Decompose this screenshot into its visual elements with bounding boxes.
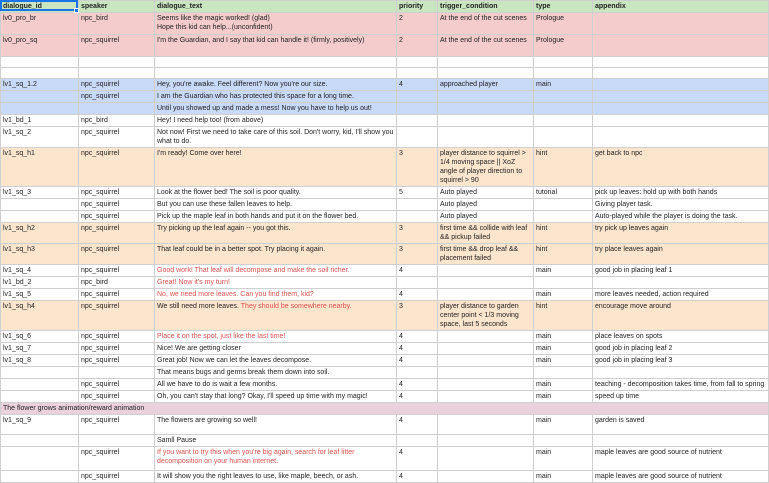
dialogue-text-cell[interactable]: That leaf could be in a better spot. Try placing it again.	[155, 244, 397, 265]
type-cell[interactable]: main	[534, 379, 593, 391]
speaker-cell[interactable]: npc_squirrel	[79, 91, 155, 103]
table-row	[1, 403, 769, 415]
trigger-condition-cell[interactable]: At the end of the cut scenes	[438, 13, 534, 35]
dialogue-text-cell[interactable]	[155, 13, 397, 35]
appendix-cell[interactable]: pick up leaves: hold up with both hands	[593, 187, 769, 199]
priority-cell[interactable]	[397, 103, 438, 115]
dialogue-id-cell[interactable]: lv1_sq_h4	[1, 301, 79, 331]
trigger-condition-cell[interactable]: first time && drop leaf && placement failed	[438, 244, 534, 265]
table-row	[1, 435, 769, 447]
appendix-cell[interactable]: Auto-played while the player is doing the task.	[593, 211, 769, 223]
speaker-cell[interactable]: npc_squirrel	[79, 211, 155, 223]
dialogue-text-cell[interactable]: Look at the flower bed! The soil is poor quality.	[155, 187, 397, 199]
speaker-cell[interactable]: npc_squirrel	[79, 471, 155, 483]
priority-cell[interactable]: 3	[397, 148, 438, 187]
appendix-cell[interactable]: place leaves on spots	[593, 331, 769, 343]
appendix-cell[interactable]: encourage move around	[593, 301, 769, 331]
dialogue-text-cell[interactable]: No, we need more leaves. Can you find them, kid?	[155, 289, 397, 301]
speaker-cell[interactable]: npc_squirrel	[79, 391, 155, 403]
type-cell[interactable]: main	[534, 391, 593, 403]
type-cell[interactable]	[534, 367, 593, 379]
dialogue-text-cell[interactable]: But you can use these fallen leaves to help.	[155, 199, 397, 211]
type-cell[interactable]: tutorial	[534, 187, 593, 199]
speaker-cell[interactable]: npc_squirrel	[79, 223, 155, 244]
table-row	[1, 79, 769, 91]
type-cell[interactable]: hint	[534, 301, 593, 331]
table-row	[1, 265, 769, 277]
dialogue-text-cell[interactable]: Hey, you're awake. Feel different? Now you're our size.	[155, 79, 397, 91]
dialogue-text-cell[interactable]: Oh, you can't stay that long? Okay, I'll speed up time with my magic!	[155, 391, 397, 403]
dialogue-id-cell[interactable]	[1, 471, 79, 483]
speaker-cell[interactable]: npc_squirrel	[79, 343, 155, 355]
appendix-cell[interactable]: maple leaves are good source of nutrient	[593, 471, 769, 483]
type-cell[interactable]: hint	[534, 223, 593, 244]
table-row	[1, 367, 769, 379]
appendix-cell[interactable]	[593, 35, 769, 57]
dialogue-id-cell[interactable]: lv0_pro_sq	[1, 35, 79, 57]
priority-cell[interactable]: 4	[397, 447, 438, 471]
dialogue-text-cell[interactable]: I'm ready! Come over here!	[155, 148, 397, 187]
dialogue-id-cell[interactable]: lv1_sq_h1	[1, 148, 79, 187]
dialogue-text: We still need more leaves.	[157, 303, 241, 310]
dialogue-text-cell[interactable]	[155, 57, 397, 68]
dialogue-id-cell[interactable]	[1, 435, 79, 447]
dialogue-line: Hope this kid can help...(unconfident)	[157, 24, 273, 31]
header-row	[1, 1, 769, 13]
type-cell[interactable]	[534, 435, 593, 447]
appendix-cell[interactable]: get back to npc	[593, 148, 769, 187]
dialogue-id-cell[interactable]: lv1_sq_1.2	[1, 79, 79, 91]
speaker-cell[interactable]: npc_squirrel	[79, 289, 155, 301]
type-cell[interactable]	[534, 68, 593, 79]
trigger-condition-cell[interactable]: approached player	[438, 79, 534, 91]
trigger-condition-cell[interactable]: player distance to squirrel > 1/4 moving space || XoZ angle of player direction to squirrel > 90	[438, 148, 534, 187]
trigger-condition-cell[interactable]	[438, 91, 534, 103]
speaker-cell[interactable]: npc_squirrel	[79, 265, 155, 277]
trigger-condition-cell[interactable]: Auto played	[438, 211, 534, 223]
table-row	[1, 447, 769, 471]
type-cell[interactable]: main	[534, 289, 593, 301]
trigger-condition-cell[interactable]: first time && collide with leaf && pickup failed	[438, 223, 534, 244]
type-cell[interactable]: hint	[534, 244, 593, 265]
speaker-cell[interactable]: npc_squirrel	[79, 127, 155, 148]
appendix-cell[interactable]: good job in placing leaf 2	[593, 343, 769, 355]
dialogue-id-cell[interactable]	[1, 57, 79, 68]
priority-cell[interactable]	[397, 127, 438, 148]
appendix-cell[interactable]	[593, 277, 769, 289]
appendix-cell[interactable]	[593, 68, 769, 79]
appendix-cell[interactable]	[593, 127, 769, 148]
dialogue-text-cell[interactable]: Samll Pause	[155, 435, 397, 447]
type-cell[interactable]	[534, 199, 593, 211]
type-cell[interactable]: main	[534, 331, 593, 343]
dialogue-id-cell[interactable]	[1, 103, 79, 115]
dialogue-text-cell[interactable]: That means bugs and germs break them down into soil.	[155, 367, 397, 379]
table-row	[1, 187, 769, 199]
dialogue-id-cell[interactable]: lv1_sq_h3	[1, 244, 79, 265]
type-cell[interactable]	[534, 277, 593, 289]
appendix-cell[interactable]: maple leaves are good source of nutrient	[593, 447, 769, 471]
table-row	[1, 301, 769, 331]
appendix-cell[interactable]: more leaves needed, action required	[593, 289, 769, 301]
dialogue-text-cell[interactable]	[155, 301, 397, 331]
dialogue-id-cell[interactable]: lv1_bd_1	[1, 115, 79, 127]
trigger-condition-cell[interactable]	[438, 57, 534, 68]
dialogue-text-cell[interactable]: It will show you the right leaves to use, like maple, beech, or ash.	[155, 471, 397, 483]
appendix-cell[interactable]: Giving player task.	[593, 199, 769, 211]
table-row	[1, 91, 769, 103]
dialogue-text-cell[interactable]: Not now! First we need to take care of this soil. Don't worry, kid, I'll show you what to do.	[155, 127, 397, 148]
trigger-condition-cell[interactable]	[438, 289, 534, 301]
type-cell[interactable]	[534, 91, 593, 103]
speaker-cell[interactable]: npc_squirrel	[79, 415, 155, 435]
table-row	[1, 391, 769, 403]
priority-cell[interactable]: 4	[397, 471, 438, 483]
appendix-cell[interactable]: garden is saved	[593, 415, 769, 435]
priority-cell[interactable]: 2	[397, 35, 438, 57]
table-row	[1, 57, 769, 68]
type-cell[interactable]: main	[534, 471, 593, 483]
type-cell[interactable]	[534, 115, 593, 127]
speaker-cell[interactable]	[79, 103, 155, 115]
dialogue-id-cell[interactable]: lv1_sq_h2	[1, 223, 79, 244]
speaker-cell[interactable]	[79, 68, 155, 79]
column-header-priority[interactable]: priority	[397, 1, 438, 13]
dialogue-text-cell[interactable]: Place it on the spot, just like the last time!	[155, 331, 397, 343]
priority-cell[interactable]	[397, 199, 438, 211]
trigger-condition-cell[interactable]: Auto played	[438, 187, 534, 199]
dialogue-id-cell[interactable]	[1, 391, 79, 403]
priority-cell[interactable]	[397, 91, 438, 103]
speaker-cell[interactable]: npc_squirrel	[79, 148, 155, 187]
table-row	[1, 223, 769, 244]
trigger-condition-cell[interactable]: At the end of the cut scenes	[438, 35, 534, 57]
table-row	[1, 115, 769, 127]
speaker-cell[interactable]: npc_squirrel	[79, 355, 155, 367]
appendix-cell[interactable]	[593, 435, 769, 447]
table-row	[1, 13, 769, 35]
trigger-condition-cell[interactable]	[438, 277, 534, 289]
trigger-condition-cell[interactable]	[438, 355, 534, 367]
priority-cell[interactable]: 4	[397, 331, 438, 343]
trigger-condition-cell[interactable]: Auto played	[438, 199, 534, 211]
trigger-condition-cell[interactable]	[438, 471, 534, 483]
appendix-cell[interactable]: good job in placing leaf 3	[593, 355, 769, 367]
dialogue-id-cell[interactable]	[1, 91, 79, 103]
priority-cell[interactable]: 3	[397, 223, 438, 244]
dialogue-text-cell[interactable]: Hey! I need help too! (from above)	[155, 115, 397, 127]
type-cell[interactable]: main	[534, 415, 593, 435]
speaker-cell[interactable]: npc_bird	[79, 277, 155, 289]
column-header-trigger-condition[interactable]: trigger_condition	[438, 1, 534, 13]
dialogue-id-cell[interactable]: lv1_sq_2	[1, 127, 79, 148]
dialogue-text-cell[interactable]: Nice! We are getting closer	[155, 343, 397, 355]
speaker-cell[interactable]: npc_squirrel	[79, 379, 155, 391]
table-row	[1, 35, 769, 57]
column-header-speaker[interactable]: speaker	[79, 1, 155, 13]
type-cell[interactable]	[534, 57, 593, 68]
appendix-cell[interactable]	[593, 57, 769, 68]
dialogue-text-cell[interactable]: Until you showed up and made a mess! Now you have to help us out!	[155, 103, 397, 115]
appendix-cell[interactable]: try pick up leaves again	[593, 223, 769, 244]
column-header-appendix[interactable]: appendix	[593, 1, 769, 13]
type-cell[interactable]: main	[534, 447, 593, 471]
appendix-cell[interactable]	[593, 91, 769, 103]
dialogue-id-cell[interactable]: lv1_sq_9	[1, 415, 79, 435]
appendix-cell[interactable]	[593, 367, 769, 379]
dialogue-text-cell[interactable]: If you want to try this when you're big again, search for leaf litter decomposition on your human internet.	[155, 447, 397, 471]
trigger-condition-cell[interactable]	[438, 343, 534, 355]
table-row	[1, 343, 769, 355]
dialogue-id-cell[interactable]: lv1_sq_8	[1, 355, 79, 367]
speaker-cell[interactable]: npc_squirrel	[79, 244, 155, 265]
speaker-cell[interactable]	[79, 367, 155, 379]
table-row	[1, 355, 769, 367]
dialogue-id-cell[interactable]: lv1_sq_5	[1, 289, 79, 301]
priority-cell[interactable]: 2	[397, 13, 438, 35]
trigger-condition-cell[interactable]: player distance to garden center point < 1/3 moving space, last 5 seconds	[438, 301, 534, 331]
priority-cell[interactable]	[397, 211, 438, 223]
speaker-cell[interactable]: npc_squirrel	[79, 35, 155, 57]
dialogue-text-cell[interactable]: Great job! Now we can let the leaves decompose.	[155, 355, 397, 367]
priority-cell[interactable]	[397, 367, 438, 379]
appendix-cell[interactable]	[593, 13, 769, 35]
dialogue-text-cell[interactable]: Pick up the maple leaf in both hands and put it on the flower bed.	[155, 211, 397, 223]
type-cell[interactable]: Prologue	[534, 35, 593, 57]
dialogue-text-highlight: They should be somewhere nearby.	[240, 303, 352, 310]
priority-cell[interactable]: 4	[397, 379, 438, 391]
type-cell[interactable]: main	[534, 355, 593, 367]
table-row	[1, 471, 769, 483]
column-header-type[interactable]: type	[534, 1, 593, 13]
table-row	[1, 277, 769, 289]
type-cell[interactable]: hint	[534, 148, 593, 187]
dialogue-text-cell[interactable]: Great! Now it's my turn!	[155, 277, 397, 289]
table-row	[1, 415, 769, 435]
appendix-cell[interactable]	[593, 79, 769, 91]
trigger-condition-cell[interactable]	[438, 68, 534, 79]
speaker-cell[interactable]	[79, 57, 155, 68]
type-cell[interactable]	[534, 103, 593, 115]
trigger-condition-cell[interactable]	[438, 115, 534, 127]
appendix-cell[interactable]: speed up time	[593, 391, 769, 403]
priority-cell[interactable]: 5	[397, 187, 438, 199]
priority-cell[interactable]: 4	[397, 355, 438, 367]
trigger-condition-cell[interactable]	[438, 265, 534, 277]
dialogue-id-cell[interactable]	[1, 199, 79, 211]
appendix-cell[interactable]: good job in placing leaf 1	[593, 265, 769, 277]
table-row	[1, 103, 769, 115]
type-cell[interactable]: main	[534, 79, 593, 91]
priority-cell[interactable]: 4	[397, 265, 438, 277]
dialogue-id-cell[interactable]: lv0_pro_br	[1, 13, 79, 35]
dialogue-text-cell[interactable]: Try picking up the leaf again -- you got this.	[155, 223, 397, 244]
table-row	[1, 211, 769, 223]
fill-handle[interactable]	[74, 8, 79, 13]
trigger-condition-cell[interactable]	[438, 379, 534, 391]
dialogue-line: Seems like the magic worked! (glad)	[157, 15, 270, 22]
priority-cell[interactable]: 3	[397, 301, 438, 331]
appendix-cell[interactable]	[593, 103, 769, 115]
column-header-dialogue-text[interactable]: dialogue_text	[155, 1, 397, 13]
dialogue-id-cell[interactable]: lv1_bd_2	[1, 277, 79, 289]
speaker-cell[interactable]: npc_squirrel	[79, 331, 155, 343]
table-row	[1, 199, 769, 211]
dialogue-id-cell[interactable]: lv1_sq_4	[1, 265, 79, 277]
priority-cell[interactable]: 4	[397, 343, 438, 355]
trigger-condition-cell[interactable]	[438, 415, 534, 435]
dialogue-id-cell[interactable]	[1, 447, 79, 471]
trigger-condition-cell[interactable]	[438, 103, 534, 115]
type-cell[interactable]: main	[534, 265, 593, 277]
trigger-condition-cell[interactable]	[438, 447, 534, 471]
priority-cell[interactable]: 3	[397, 244, 438, 265]
dialogue-id-cell[interactable]	[1, 367, 79, 379]
table-row	[1, 127, 769, 148]
dialogue-text-cell[interactable]: Good work! That leaf will decompose and make the soil richer.	[155, 265, 397, 277]
speaker-cell[interactable]: npc_squirrel	[79, 301, 155, 331]
speaker-cell[interactable]: npc_squirrel	[79, 79, 155, 91]
table-row	[1, 331, 769, 343]
speaker-cell[interactable]	[79, 435, 155, 447]
dialogue-id-cell[interactable]	[1, 379, 79, 391]
trigger-condition-cell[interactable]	[438, 331, 534, 343]
dialogue-id-cell[interactable]	[1, 68, 79, 79]
section-note-cell[interactable]: The flower grows animation/reward animation	[1, 403, 769, 415]
table-row	[1, 244, 769, 265]
dialogue-text-cell[interactable]: I am the Guardian who has protected this space for a long time.	[155, 91, 397, 103]
dialogue-text-cell[interactable]: All we have to do is wait a few months.	[155, 379, 397, 391]
priority-cell[interactable]: 4	[397, 79, 438, 91]
priority-cell[interactable]: 4	[397, 289, 438, 301]
speaker-cell[interactable]: npc_squirrel	[79, 199, 155, 211]
priority-cell[interactable]	[397, 435, 438, 447]
appendix-cell[interactable]	[593, 115, 769, 127]
dialogue-id-cell[interactable]	[1, 211, 79, 223]
priority-cell[interactable]: 4	[397, 391, 438, 403]
dialogue-text-cell[interactable]	[155, 68, 397, 79]
trigger-condition-cell[interactable]	[438, 367, 534, 379]
speaker-cell[interactable]: npc_squirrel	[79, 447, 155, 471]
table-row	[1, 289, 769, 301]
table-row	[1, 148, 769, 187]
dialogue-text-cell[interactable]: I'm the Guardian, and I say that kid can handle it! (firmly, positively)	[155, 35, 397, 57]
dialogue-id-cell[interactable]: lv1_sq_6	[1, 331, 79, 343]
speaker-cell[interactable]: npc_bird	[79, 115, 155, 127]
priority-cell[interactable]	[397, 115, 438, 127]
type-cell[interactable]: Prologue	[534, 13, 593, 35]
speaker-cell[interactable]: npc_bird	[79, 13, 155, 35]
table-row	[1, 68, 769, 79]
appendix-cell[interactable]: teaching - decomposition takes time, from fall to spring	[593, 379, 769, 391]
priority-cell[interactable]: 4	[397, 415, 438, 435]
dialogue-id-cell[interactable]: lv1_sq_3	[1, 187, 79, 199]
trigger-condition-cell[interactable]	[438, 127, 534, 148]
priority-cell[interactable]	[397, 57, 438, 68]
trigger-condition-cell[interactable]	[438, 391, 534, 403]
trigger-condition-cell[interactable]	[438, 435, 534, 447]
column-header-dialogue-id[interactable]: dialogue_id	[1, 1, 79, 13]
dialogue-text-cell[interactable]: The flowers are growing so well!	[155, 415, 397, 435]
priority-cell[interactable]	[397, 68, 438, 79]
appendix-cell[interactable]: try place leaves again	[593, 244, 769, 265]
dialogue-id-cell[interactable]: lv1_sq_7	[1, 343, 79, 355]
type-cell[interactable]	[534, 211, 593, 223]
speaker-cell[interactable]: npc_squirrel	[79, 187, 155, 199]
priority-cell[interactable]	[397, 277, 438, 289]
type-cell[interactable]: main	[534, 343, 593, 355]
table-row	[1, 379, 769, 391]
type-cell[interactable]	[534, 127, 593, 148]
